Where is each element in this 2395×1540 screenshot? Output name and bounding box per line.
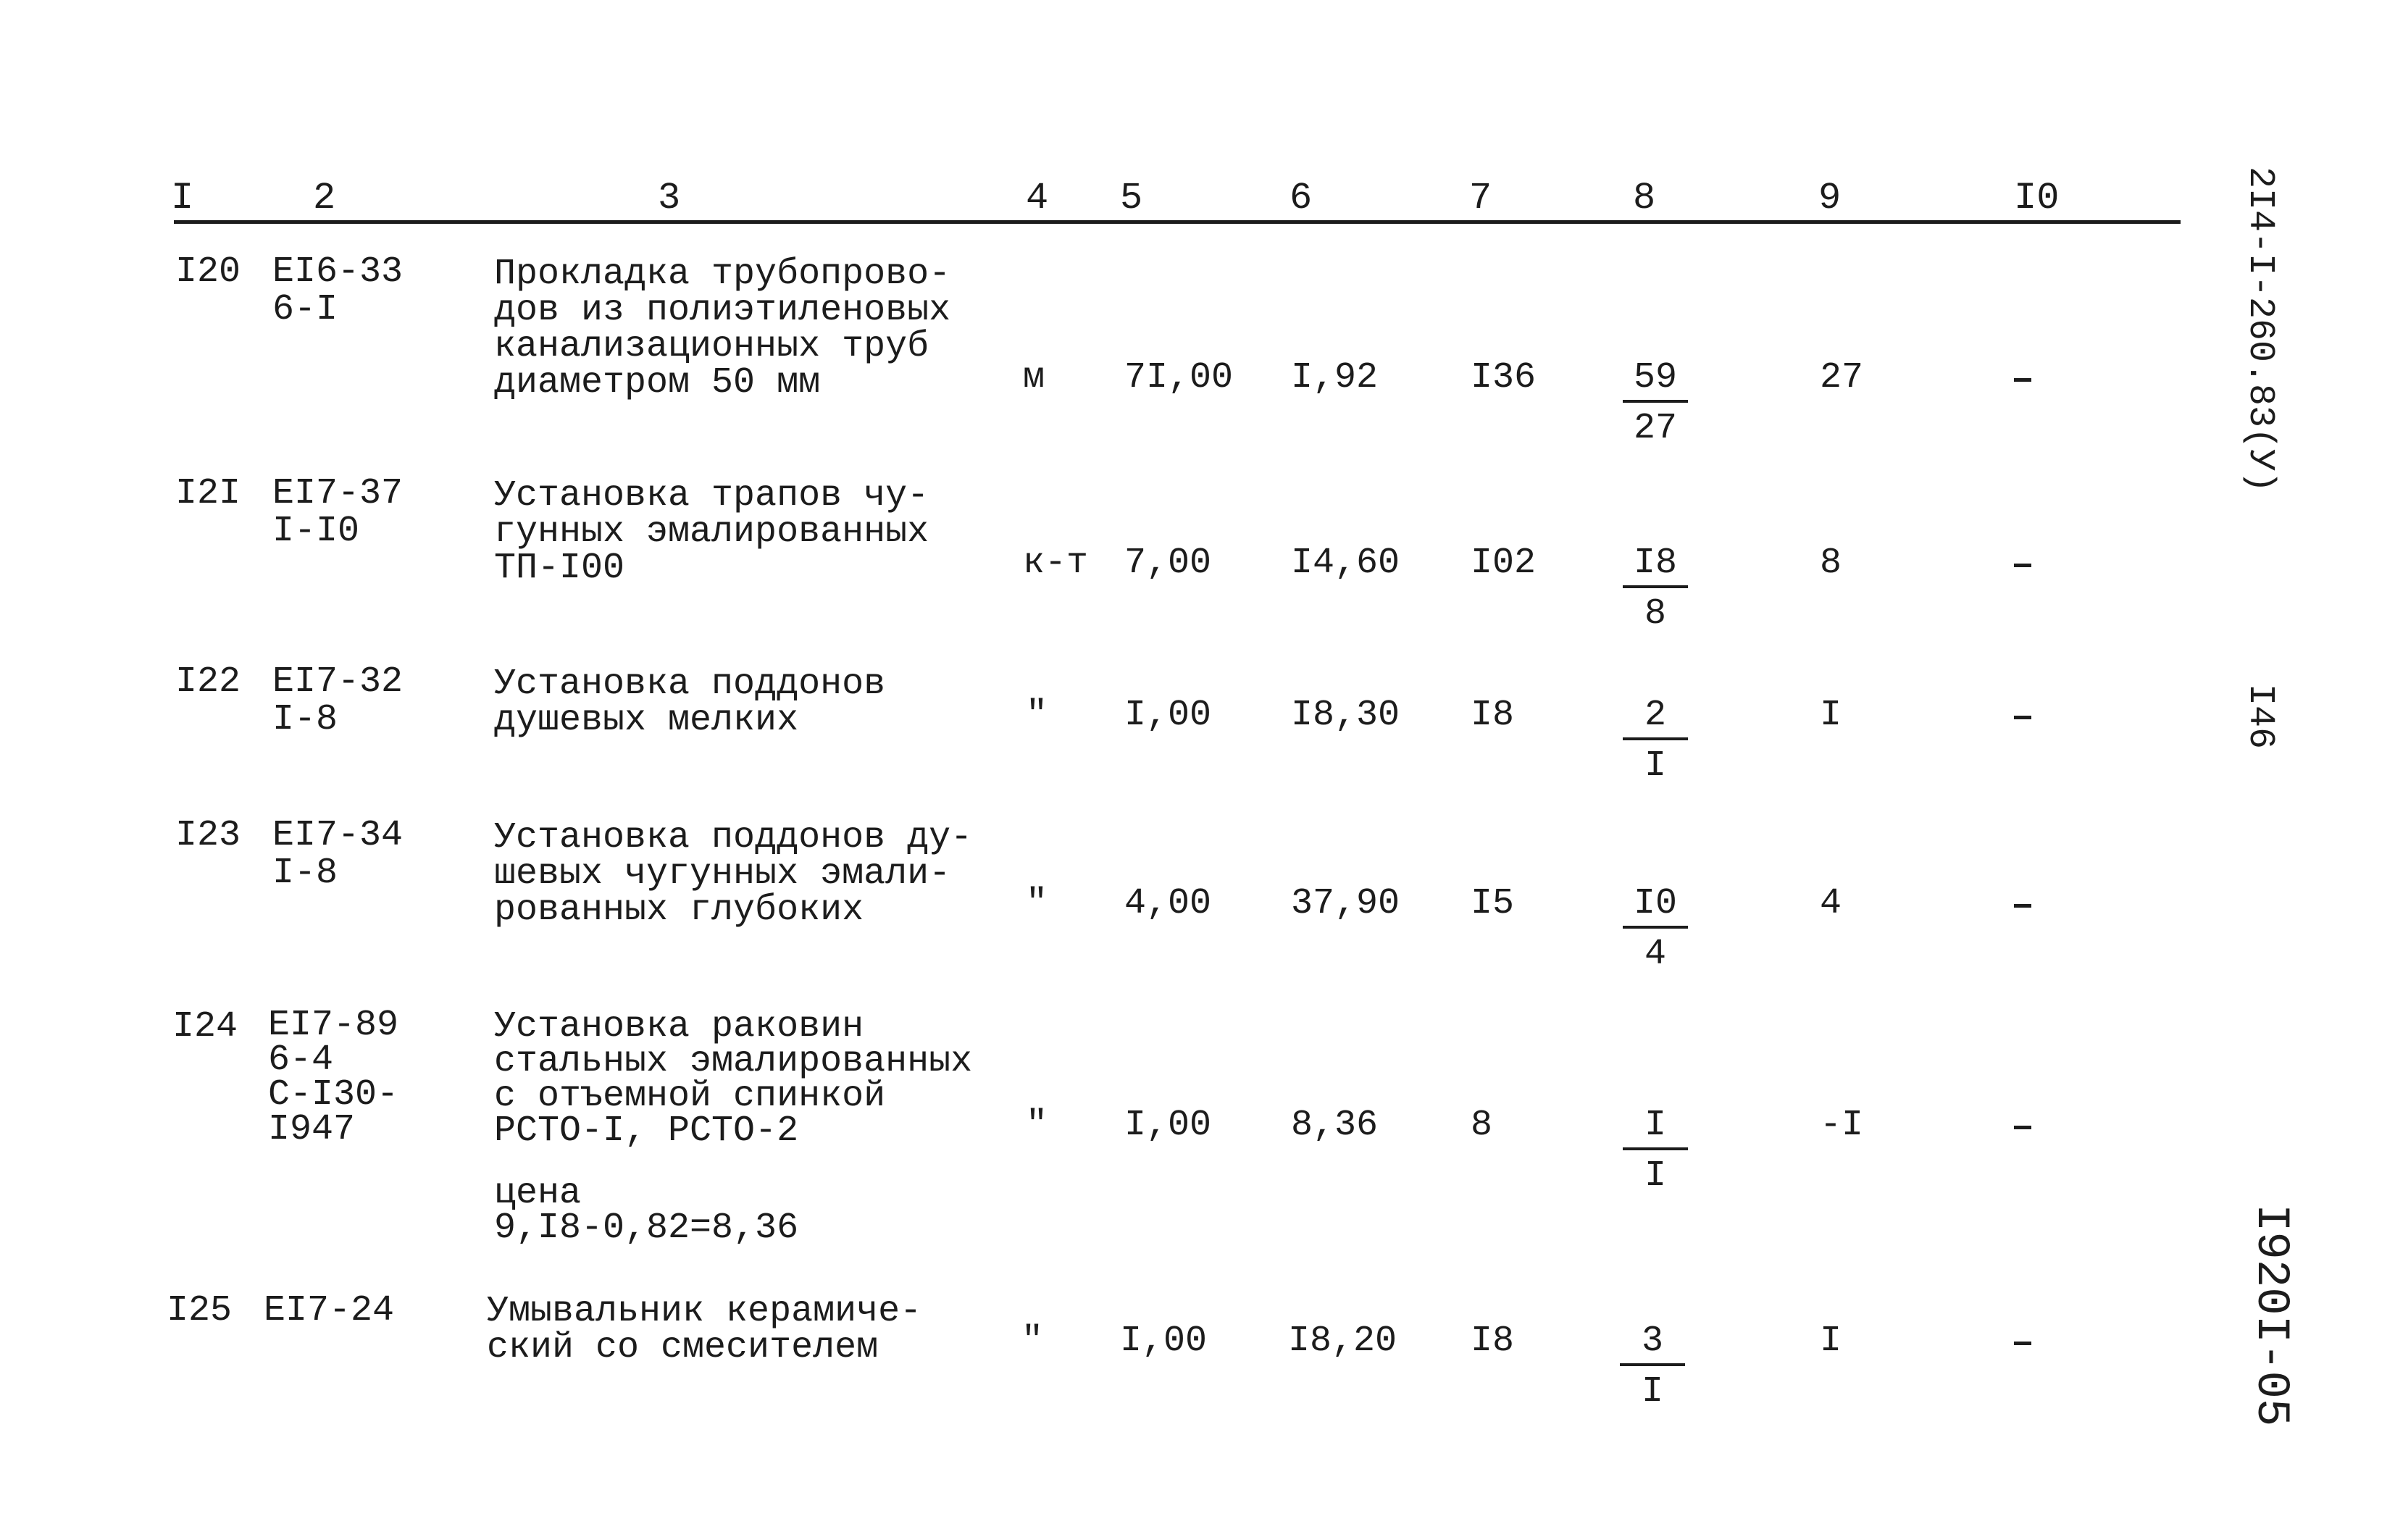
header-underline: [174, 220, 2181, 224]
quantity: 7,00: [1124, 543, 1212, 584]
unit: ": [1021, 1321, 1044, 1362]
col-header-4: 4: [1026, 177, 1049, 219]
row-number: I20: [175, 251, 241, 293]
row-number: I22: [175, 661, 241, 703]
col8-numerator: 3: [1620, 1323, 1685, 1366]
quantity: I,00: [1124, 1105, 1212, 1146]
col10-dash: [2014, 1126, 2031, 1129]
col8-numerator: I0: [1623, 885, 1688, 929]
col10-dash: [2014, 1342, 2031, 1345]
col-header-9: 9: [1818, 177, 1842, 219]
total-cost: I8: [1471, 695, 1515, 736]
col8-numerator: 59: [1623, 359, 1688, 403]
col9-value: I: [1820, 695, 1842, 736]
unit-price: 37,90: [1291, 883, 1400, 924]
col8-fraction: [1623, 697, 1688, 785]
col9-value: 27: [1820, 357, 1864, 398]
col8-numerator: I8: [1623, 545, 1688, 588]
col8-fraction: [1623, 885, 1688, 974]
work-description: Прокладка трубопрово- дов из полиэтиленовых канализационных труб диаметром 50 мм: [494, 254, 951, 403]
col10-dash: [2014, 716, 2031, 719]
col8-denominator: I: [1641, 1371, 1663, 1413]
col8-denominator: I: [1644, 745, 1666, 787]
quantity: 4,00: [1124, 883, 1212, 924]
quantity: I,00: [1124, 695, 1212, 736]
quantity: I,00: [1120, 1321, 1208, 1362]
total-cost: I5: [1471, 883, 1515, 924]
work-description: Установка поддонов ду- шевых чугунных эмали- рованных глубоких: [494, 817, 973, 931]
row-number: I25: [167, 1290, 233, 1331]
unit-price: I4,60: [1291, 543, 1400, 584]
quantity: 7I,00: [1124, 357, 1234, 398]
row-number: I23: [175, 815, 241, 856]
total-cost: I8: [1471, 1321, 1515, 1362]
total-cost: I02: [1471, 543, 1537, 584]
norm-code: EI6-33 6-I: [272, 251, 404, 330]
total-cost: I36: [1471, 357, 1537, 398]
norm-code: EI7-24: [264, 1290, 395, 1331]
col8-denominator: I: [1644, 1155, 1666, 1197]
unit-price: I,92: [1291, 357, 1379, 398]
unit: м: [1023, 357, 1045, 398]
col9-value: 8: [1820, 543, 1842, 584]
col-header-5: 5: [1120, 177, 1143, 219]
work-description: Установка поддонов душевых мелких: [494, 664, 886, 741]
col9-value: I: [1820, 1321, 1842, 1362]
sheet-number-annotation: I920I-05: [2244, 1204, 2296, 1427]
col8-fraction: [1620, 1323, 1685, 1411]
price-note: цена 9,I8-0,82=8,36: [494, 1173, 799, 1249]
unit: ": [1026, 695, 1048, 736]
total-cost: 8: [1471, 1105, 1493, 1146]
unit-price: I8,20: [1288, 1321, 1397, 1362]
work-description: Умывальник керамиче- ский со смесителем: [487, 1291, 922, 1368]
work-description: Установка трапов чу- гунных эмалированных ТП-I00: [494, 475, 929, 589]
unit-price: I8,30: [1291, 695, 1400, 736]
col-header-7: 7: [1469, 177, 1492, 219]
col10-dash: [2014, 564, 2031, 567]
col8-denominator: 4: [1644, 934, 1666, 975]
norm-code: EI7-37 I-I0: [272, 473, 404, 552]
norm-code: EI7-34 I-8: [272, 815, 404, 894]
col8-fraction: [1623, 1107, 1688, 1195]
unit-price: 8,36: [1291, 1105, 1379, 1146]
row-number: I2I: [175, 473, 241, 514]
col8-denominator: 27: [1633, 408, 1677, 449]
norm-code: EI7-32 I-8: [272, 661, 404, 740]
col8-denominator: 8: [1644, 593, 1666, 635]
doc-code-annotation: 2I4-I-260.83(У): [2239, 167, 2281, 493]
unit: ": [1026, 1105, 1048, 1146]
col-header-3: 3: [658, 177, 681, 219]
row-number: I24: [172, 1006, 238, 1047]
col8-fraction: [1623, 545, 1688, 633]
col8-numerator: 2: [1623, 697, 1688, 740]
col9-value: 4: [1820, 883, 1842, 924]
norm-code: EI7-89 6-4 С-I30- I947: [268, 1005, 399, 1150]
page-number-annotation: I46: [2239, 684, 2281, 750]
unit: к-т: [1023, 543, 1089, 584]
col8-numerator: I: [1623, 1107, 1688, 1150]
col-header-1: I: [171, 177, 194, 219]
col10-dash: [2014, 378, 2031, 382]
col10-dash: [2014, 904, 2031, 908]
unit: ": [1026, 883, 1048, 924]
col8-fraction: [1623, 359, 1688, 448]
col-header-2: 2: [313, 177, 336, 219]
col-header-8: 8: [1633, 177, 1656, 219]
work-description: Установка раковин стальных эмалированных с отъемной спинкой РСТО-I, РСТО-2: [494, 1006, 973, 1152]
col9-value: -I: [1820, 1105, 1864, 1146]
col-header-10: I0: [2014, 177, 2060, 219]
col-header-6: 6: [1290, 177, 1313, 219]
